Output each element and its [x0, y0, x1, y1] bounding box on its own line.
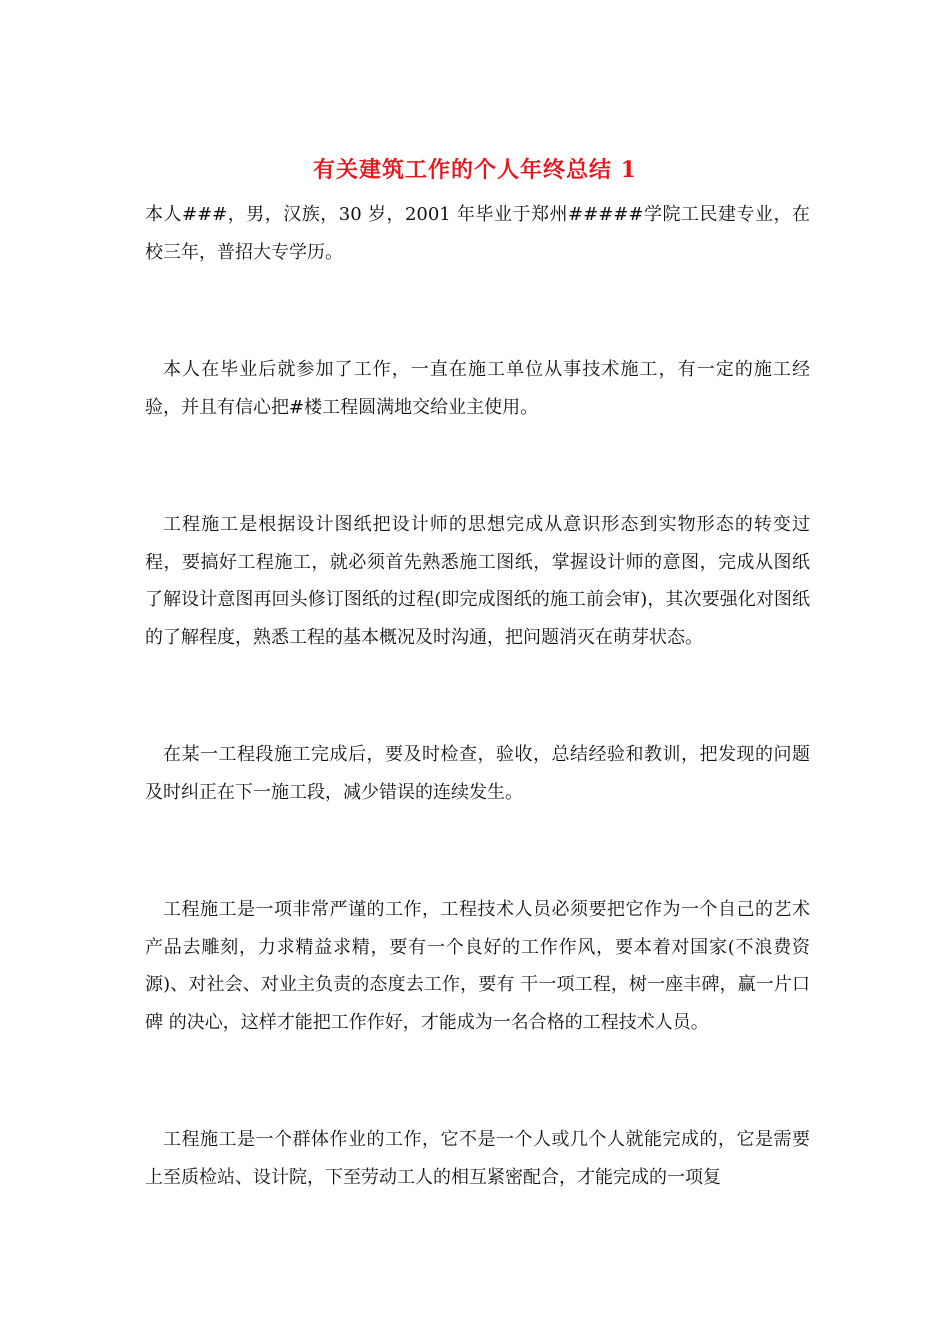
paragraph-experience: 本人在毕业后就参加了工作，一直在施工单位从事技术施工，有一定的施工经验，并且有信心把#楼工程圆满地交给业主使用。: [145, 359, 810, 418]
paragraph-teamwork: 工程施工是一个群体作业的工作，它不是一个人或几个人就能完成的，它是需要上至质检站、设计院，下至劳动工人的相互紧密配合，才能完成的一项复: [145, 1129, 810, 1188]
paragraph-intro: 本人###，男，汉族，30 岁，2001 年毕业于郑州#####学院工民建专业，在校三年，普招大专学历。: [145, 204, 810, 263]
document-body: [145, 196, 810, 1196]
document-title: 有关建筑工作的个人年终总结 1: [313, 157, 637, 183]
paragraph-attitude: 工程施工是一项非常严谨的工作，工程技术人员必须要把它作为一个自己的艺术产品去雕刻，力求精益求精，要有一个良好的工作作风，要本着对国家(不浪费资源)、对社会、对业主负责的态度去工作，要有 干一项工程，树一座丰碑，赢一片口碑 的决心，这样才能把工作作好，才能成为一名合格的工程技术人员。: [145, 899, 810, 1033]
paragraph-drawings: 工程施工是根据设计图纸把设计师的思想完成从意识形态到实物形态的转变过程，要搞好工程施工，就必须首先熟悉施工图纸，掌握设计师的意图，完成从图纸了解设计意图再回头修订图纸的过程(即完成图纸的施工前会审)，其次要强化对图纸的了解程度，熟悉工程的基本概况及时沟通，把问题消灭在萌芽状态。: [145, 514, 810, 648]
paragraph-spacer: [145, 656, 810, 736]
paragraph-inspection: 在某一工程段施工完成后，要及时检查，验收，总结经验和教训，把发现的问题及时纠正在下一施工段，减少错误的连续发生。: [145, 744, 810, 803]
paragraph-spacer: [145, 811, 810, 891]
paragraph-spacer: [145, 1041, 810, 1121]
paragraph-spacer: [145, 271, 810, 351]
paragraph-spacer: [145, 426, 810, 506]
